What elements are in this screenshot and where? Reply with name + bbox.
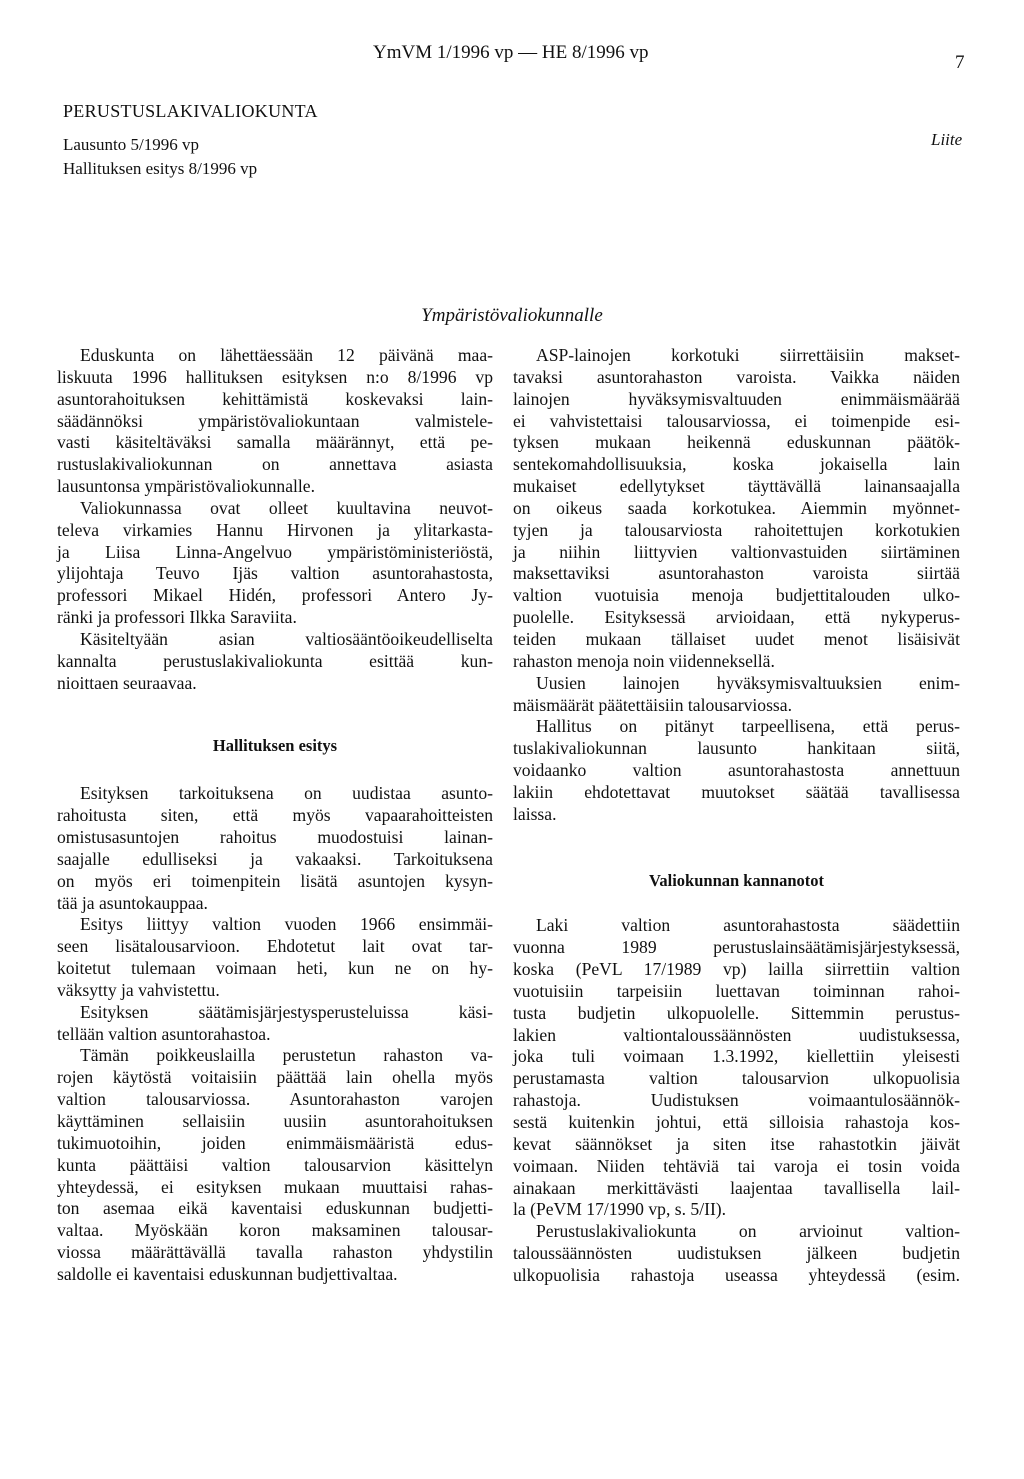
running-header: YmVM 1/1996 vp — HE 8/1996 vp — [373, 42, 649, 63]
text-line: voimaan. Niiden tehtäviä tai varoja ei tosin voida — [513, 1155, 960, 1176]
text-line: rustuslakivaliokunnan on annettava asiasta — [57, 454, 493, 475]
text-line: Uusien lainojen hyväksymisvaltuuksien enim- — [536, 672, 960, 693]
text-line: lakien valtiontaloussäännösten uudistuksessa, — [513, 1024, 960, 1045]
text-line: Laki valtion asuntorahastosta säädettiin — [536, 915, 960, 936]
text-line: vuotuisiin tarpeisiin luettavan toiminnan rahoi- — [513, 980, 960, 1001]
text-line: rahoitusta siten, että myös vapaarahoitteisten — [57, 805, 493, 826]
text-line: säädännöksi ympäristövaliokuntaan valmistele- — [57, 410, 493, 431]
text-line: maksettaviksi asuntorahaston varoista siirtää — [513, 563, 960, 584]
text-line: ASP-lainojen korkotuki siirrettäisiin makset- — [536, 345, 960, 365]
text-line: Tämän poikkeuslailla perustetun rahaston va- — [80, 1045, 493, 1066]
text-line: sentekomahdollisuuksia, koska jokaisella lain — [513, 454, 960, 475]
text-line: Hallitus on pitänyt tarpeellisena, että perus- — [536, 716, 960, 737]
text-line: ylijohtaja Teuvo Ijäs valtion asuntorahastosta, — [57, 563, 493, 584]
text-line: tusta budjetin ulkopuolelle. Sittemmin perustus- — [513, 1002, 960, 1023]
text-line: ränki ja professori Ilkka Saraviita. — [57, 607, 297, 628]
text-line: Eduskunta on lähettäessään 12 päivänä maa- — [80, 345, 493, 365]
text-line: rahaston menoja noin viidenneksellä. — [513, 650, 775, 671]
text-line: Esityksen tarkoituksena on uudistaa asunto- — [80, 783, 493, 804]
section-heading-government-proposal: Hallituksen esitys — [212, 735, 338, 755]
left-section — [57, 783, 493, 1285]
text-line: saajalle edulliseksi ja vakaaksi. Tarkoituksena — [57, 848, 493, 869]
text-line: on oikeus saada korkotukea. Aiemmin myönnet- — [513, 497, 960, 518]
text-line: tellään valtion asuntorahastoa. — [57, 1023, 271, 1044]
text-line: valtaa. Myöskään koron maksaminen talousar- — [57, 1220, 493, 1241]
text-line: Esityksen säätämisjärjestysperusteluissa käsi- — [80, 1001, 493, 1022]
text-line: joka tuli voimaan 1.3.1992, kiellettiin yleisesti — [513, 1046, 960, 1067]
text-line: kunta päättäisi valtion talousarvion käsittelyn — [57, 1154, 493, 1175]
text-line: kevat säännökset ja siten itse rahastotkin jäivät — [513, 1133, 960, 1154]
text-line: voidaanko valtion asuntorahastosta annettuun — [513, 760, 960, 781]
text-line: tavaksi asuntorahaston varoista. Vaikka näiden — [513, 366, 960, 387]
text-line: valtion talousarviossa. Asuntorahaston varojen — [57, 1089, 493, 1110]
text-line: mukaiset edellytykset täyttävällä lainansaajalla — [513, 476, 960, 497]
text-line: ulkopuolisia rahastoja useassa yhteydessä (esim. — [513, 1264, 960, 1285]
text-line: lakiin ehdotettavat muutokset säätää tavallisessa — [513, 781, 960, 802]
text-line: ton asemaa eikä kaventaisi eduskunnan budjetti- — [57, 1198, 493, 1219]
text-line: nioittaen seuraavaa. — [57, 672, 197, 693]
text-line: tukimuotoihin, joiden enimmäismääristä edus- — [57, 1132, 493, 1153]
text-line: kannalta perustuslakivaliokunta esittää kun- — [57, 650, 493, 671]
text-line: Valiokunnassa ovat olleet kuultavina neuvot- — [80, 497, 493, 518]
text-line: tyjen ja talousarviosta rahoitettujen korkotukien — [513, 519, 960, 540]
text-line: tuslakivaliokunnan lausunto hankitaan siitä, — [513, 738, 960, 759]
text-line: la (PeVM 17/1990 vp, s. 5/II). — [513, 1199, 727, 1220]
text-line: käyttäminen sellaisiin uusiin asuntorahoituksen — [57, 1111, 493, 1131]
text-line: ainakaan merkittävästi laajentaa tavallisella lail- — [513, 1177, 960, 1198]
section-heading-committee-positions: Valiokunnan kannanotot — [648, 870, 825, 890]
text-line: seen lisätalousarvioon. Ehdotetut lait ovat tar- — [57, 936, 493, 957]
text-line: tyksen mukaan heikennä eduskunnan päätök- — [513, 432, 960, 453]
text-line: väksytty ja vahvistettu. — [57, 979, 220, 1000]
text-line: omistusasuntojen rahoitus muodostuisi lainan- — [57, 827, 493, 848]
committee-name: PERUSTUSLAKIVALIOKUNTA — [63, 101, 318, 121]
text-line: ei vahvistettaisi talousarviossa, ei toimenpide esi- — [513, 410, 960, 431]
text-line: koska (PeVL 17/1989 vp) lailla siirrettiin valtion — [513, 959, 960, 980]
right-section — [513, 915, 960, 1286]
text-line: Esitys liittyy valtion vuoden 1966 ensimmäi- — [80, 914, 493, 935]
right-intro — [513, 345, 960, 826]
text-line: ja niihin liittyvien valtionvastuiden siirtäminen — [513, 541, 960, 562]
text-line: valtion vuotuisia menoja budjettitalouden ulko- — [513, 585, 960, 606]
text-line: saldolle ei kaventaisi eduskunnan budjettivaltaa. — [57, 1263, 398, 1284]
text-line: koitetut tulemaan voimaan heti, kun ne on hy- — [57, 958, 493, 979]
page-number: 7 — [955, 52, 965, 73]
text-line: televa virkamies Hannu Hirvonen ja ylitarkasta- — [57, 519, 493, 540]
text-line: teiden mukaan tällaiset uudet menot lisäisivät — [513, 628, 960, 649]
proposal-reference: Hallituksen esitys 8/1996 vp — [63, 159, 258, 178]
text-line: professori Mikael Hidén, professori Antero Jy- — [57, 585, 493, 606]
text-line: mäismäärät päätettäisiin talousarviossa. — [513, 694, 792, 715]
text-line: on myös eri toimenpitein lisätä asuntojen kysyn- — [57, 870, 493, 891]
text-line: yhteydessä, ei esityksen mukaan muuttaisi rahas- — [57, 1176, 493, 1197]
text-line: perustamasta valtion talousarvion ulkopuolisia — [513, 1068, 960, 1089]
text-line: asuntorahoituksen kehittämistä koskevaksi lain- — [57, 388, 493, 409]
text-line: liskuuta 1996 hallituksen esityksen n:o 8/1996 vp — [57, 366, 493, 387]
left-intro — [57, 345, 493, 695]
addressee: Ympäristövaliokunnalle — [421, 305, 603, 326]
text-line: vasti käsiteltäväksi samalla määrännyt, että pe- — [57, 432, 493, 453]
text-line: Perustuslakivaliokunta on arvioinut valtion- — [536, 1221, 960, 1242]
text-line: lausuntonsa ympäristövaliokunnalle. — [57, 476, 315, 497]
text-line: rahastoja. Uudistuksen voimaantulosäännök- — [513, 1090, 960, 1111]
appendix-label: Liite — [931, 130, 963, 149]
text-line: rojen käytöstä voitaisiin päättää lain ohella myös — [57, 1067, 493, 1088]
text-line: puolelle. Esityksessä arvioidaan, että nykyperus- — [513, 607, 960, 628]
text-line: tää ja asuntokauppaa. — [57, 892, 208, 913]
text-line: sestä kuitenkin johtui, että silloisia rahastoja kos- — [513, 1112, 960, 1132]
text-line: Käsiteltyään asian valtiosääntöoikeudelliselta — [80, 628, 493, 649]
text-line: taloussäännösten uudistuksen jälkeen budjetin — [513, 1243, 960, 1264]
statement-reference: Lausunto 5/1996 vp — [63, 135, 199, 154]
text-line: ja Liisa Linna-Angelvuo ympäristöministeriöstä, — [57, 541, 493, 562]
text-line: lainojen hyväksymisvaltuuden enimmäismäärää — [513, 388, 960, 409]
text-line: viossa määrättävällä tavalla rahaston yhdystilin — [57, 1242, 493, 1263]
right-column — [513, 345, 960, 1287]
text-line: laissa. — [513, 803, 557, 824]
text-line: vuonna 1989 perustuslainsäätämisjärjestyksessä, — [513, 937, 960, 958]
left-column — [57, 345, 493, 1286]
